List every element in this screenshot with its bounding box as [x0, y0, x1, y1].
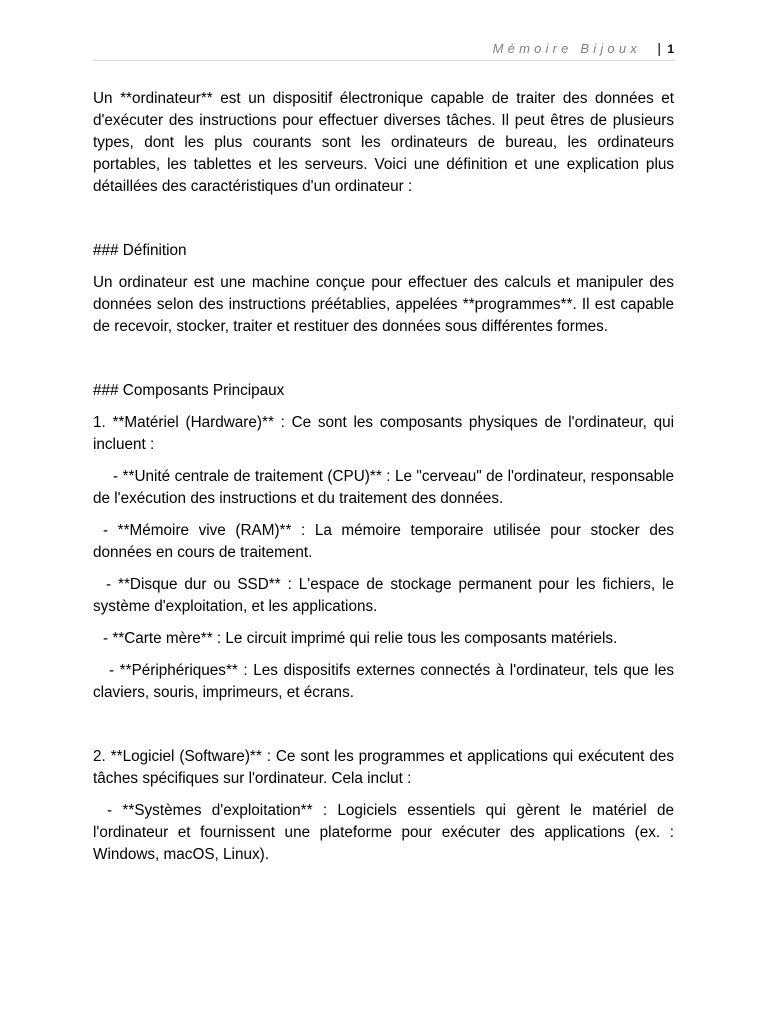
list-item-os: - **Systèmes d'exploitation** : Logiciels essentiels qui gèrent le matériel de l'ordinateur et fournissent une plateforme pour exécuter des applications (ex. : Windows, macOS, Linux).	[93, 802, 674, 863]
definition-heading: ### Définition	[93, 242, 187, 259]
header-separator: |	[657, 40, 661, 56]
list-item-ram: - **Mémoire vive (RAM)** : La mémoire temporaire utilisée pour stocker des données en cours de traitement.	[93, 522, 674, 561]
list-item-cpu: - **Unité centrale de traitement (CPU)** : Le "cerveau" de l'ordinateur, responsable de l'exécution des instructions et du traitement des données.	[93, 468, 674, 507]
software-intro: 2. **Logiciel (Software)** : Ce sont les programmes et applications qui exécutent des tâches spécifiques sur l'ordinateur. Cela inclut :	[93, 748, 674, 787]
list-item-motherboard: - **Carte mère** : Le circuit imprimé qui relie tous les composants matériels.	[103, 630, 618, 647]
page-header	[93, 40, 675, 61]
intro-paragraph: Un **ordinateur** est un dispositif électronique capable de traiter des données et d'exécuter des instructions pour effectuer diverses tâches. Il peut êtres de plusieurs types, dont les plus courants sont les ordinateurs de bureau, les ordinateurs portables, les tablettes et les serveurs. Voici une définition et une explication plus détaillées des caractéristiques d'un ordinateur :	[93, 90, 674, 195]
hardware-intro: 1. **Matériel (Hardware)** : Ce sont les composants physiques de l'ordinateur, qui incluent :	[93, 414, 674, 453]
definition-paragraph: Un ordinateur est une machine conçue pour effectuer des calculs et manipuler des données selon des instructions préétablies, appelées **programmes**. Il est capable de recevoir, stocker, traiter et restituer des données sous différentes formes.	[93, 274, 674, 335]
page-number: 1	[667, 42, 674, 56]
list-item-peripherals: - **Périphériques** : Les dispositifs externes connectés à l'ordinateur, tels que les claviers, souris, imprimeurs, et écrans.	[93, 662, 674, 701]
header-title: Mémoire Bijoux	[492, 41, 641, 56]
components-heading: ### Composants Principaux	[93, 382, 285, 399]
list-item-disk: - **Disque dur ou SSD** : L'espace de stockage permanent pour les fichiers, le système d'exploitation, et les applications.	[93, 576, 674, 615]
document-body	[93, 88, 674, 866]
